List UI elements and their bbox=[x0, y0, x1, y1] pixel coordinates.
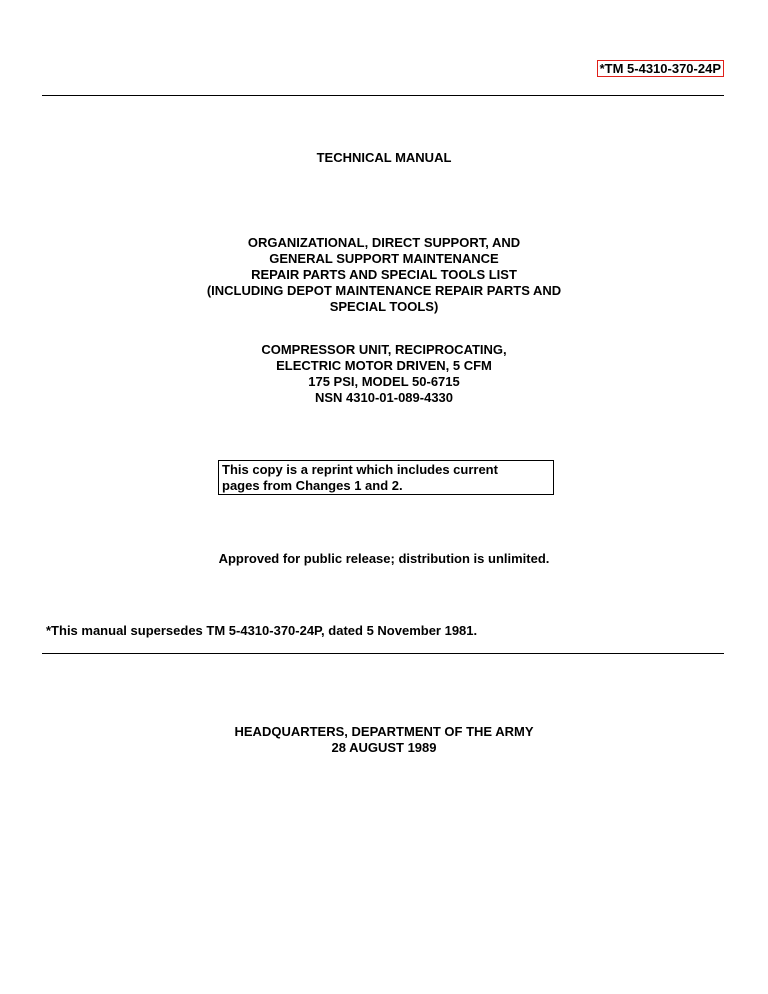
title-line: REPAIR PARTS AND SPECIAL TOOLS LIST bbox=[251, 267, 517, 282]
document-id: *TM 5-4310-370-24P bbox=[597, 60, 724, 77]
distribution-text: Approved for public release; distribution is unlimited. bbox=[218, 551, 550, 566]
supersession-note: *This manual supersedes TM 5-4310-370-24P, dated 5 November 1981. bbox=[46, 623, 478, 638]
equipment-description bbox=[0, 342, 768, 406]
bottom-divider bbox=[42, 653, 724, 654]
manual-heading bbox=[0, 150, 768, 166]
title-line: GENERAL SUPPORT MAINTENANCE bbox=[269, 251, 499, 266]
distribution-statement bbox=[0, 551, 768, 567]
heading-text: TECHNICAL MANUAL bbox=[316, 150, 452, 165]
nsn-line: NSN 4310-01-089-4330 bbox=[314, 390, 454, 405]
issuer-name: HEADQUARTERS, DEPARTMENT OF THE ARMY bbox=[234, 724, 534, 739]
manual-title bbox=[0, 235, 768, 315]
issuer-block bbox=[0, 724, 768, 756]
equipment-line: COMPRESSOR UNIT, RECIPROCATING, bbox=[261, 342, 507, 357]
title-line: SPECIAL TOOLS) bbox=[329, 299, 439, 314]
top-divider bbox=[42, 95, 724, 96]
title-line: (INCLUDING DEPOT MAINTENANCE REPAIR PARTS AND bbox=[206, 283, 562, 298]
reprint-notice-line: pages from Changes 1 and 2. bbox=[222, 478, 403, 493]
issue-date: 28 AUGUST 1989 bbox=[331, 740, 437, 755]
title-line: ORGANIZATIONAL, DIRECT SUPPORT, AND bbox=[247, 235, 521, 250]
reprint-notice-line: This copy is a reprint which includes current bbox=[222, 462, 498, 477]
equipment-line: ELECTRIC MOTOR DRIVEN, 5 CFM bbox=[276, 358, 492, 373]
equipment-line: 175 PSI, MODEL 50-6715 bbox=[308, 374, 460, 389]
reprint-notice-box bbox=[218, 460, 554, 495]
